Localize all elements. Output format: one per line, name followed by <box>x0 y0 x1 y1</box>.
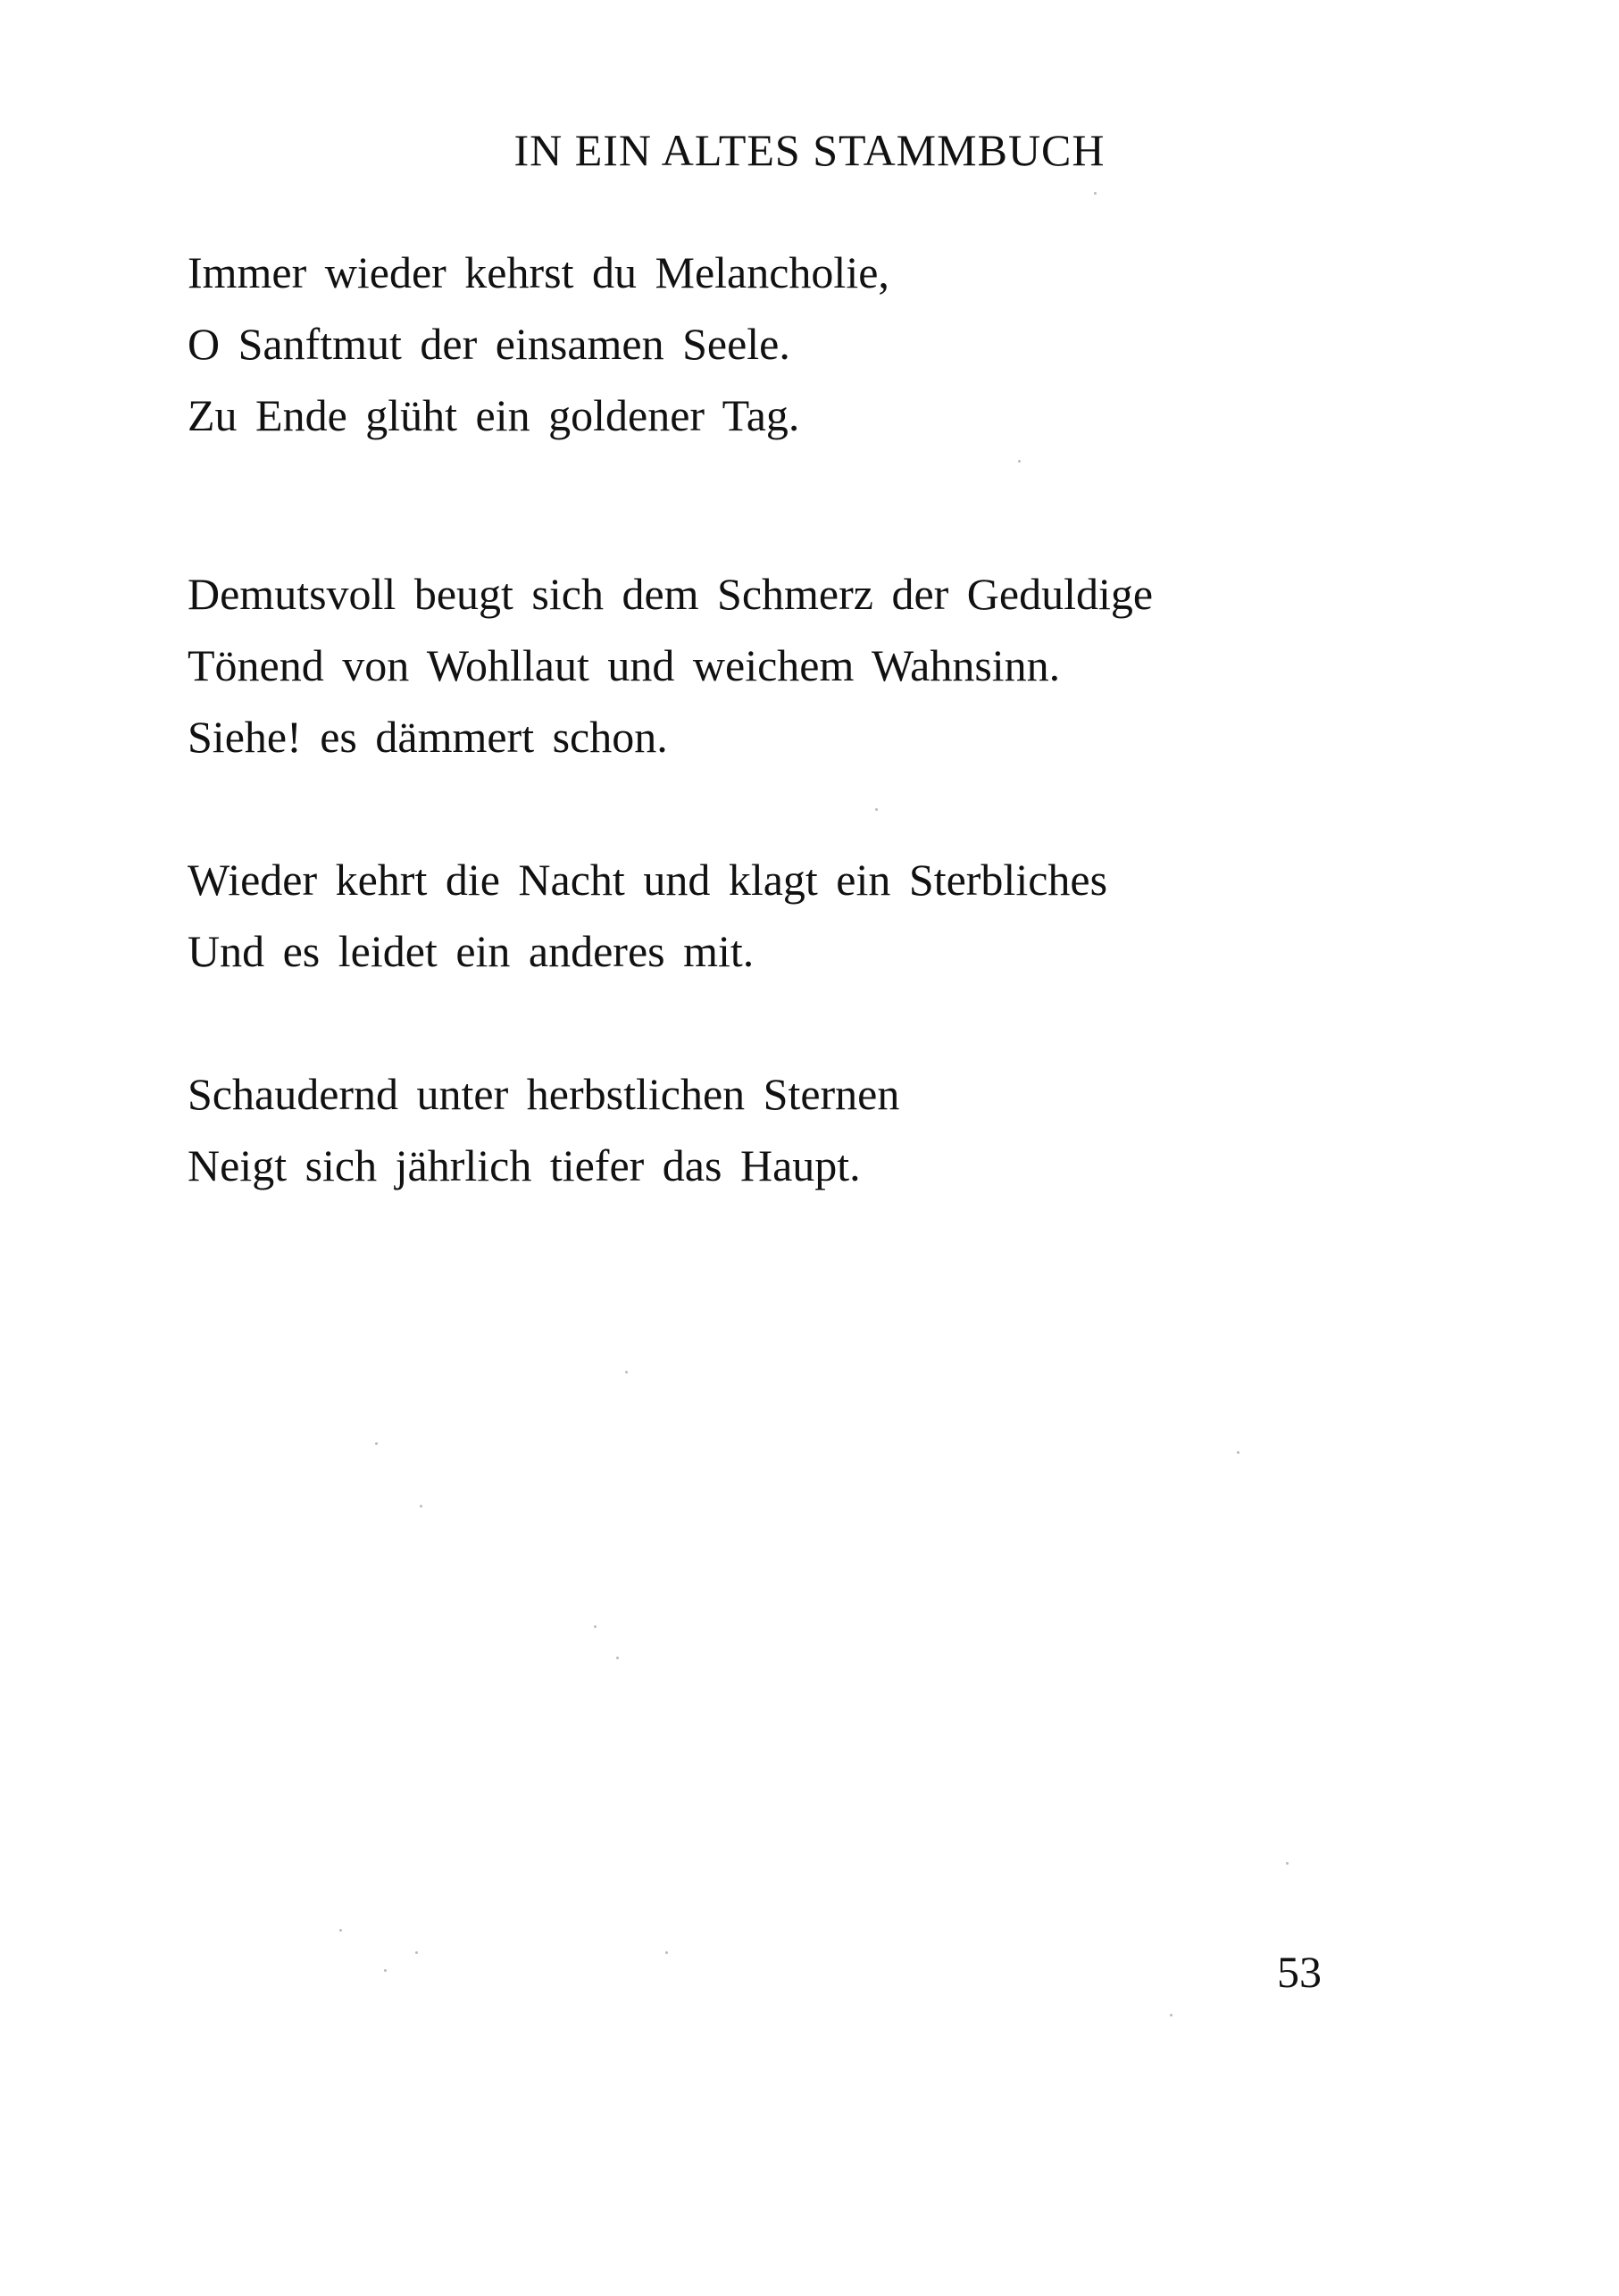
scan-speck <box>1286 1862 1289 1865</box>
scan-speck <box>1094 192 1097 195</box>
scan-speck <box>665 1951 668 1954</box>
scan-speck <box>625 1371 628 1373</box>
scan-speck <box>1018 460 1021 463</box>
verse-line: Zu Ende glüht ein goldener Tag. <box>188 390 800 440</box>
scan-speck <box>1237 1451 1239 1454</box>
scan-speck <box>339 1929 342 1932</box>
verse-line: O Sanftmut der einsamen Seele. <box>188 319 790 369</box>
stanza-2 <box>188 558 1153 772</box>
stanza-3 <box>188 844 1107 987</box>
poem-title: IN EIN ALTES STAMMBUCH <box>513 125 1106 175</box>
stanza-1 <box>188 237 889 451</box>
verse-line: Wieder kehrt die Nacht und klagt ein Sterbliches <box>188 855 1108 905</box>
scan-speck <box>875 808 878 811</box>
scan-speck <box>420 1505 422 1507</box>
verse-line: Immer wieder kehrst du Melancholie, <box>188 247 889 297</box>
scan-speck <box>415 1951 418 1954</box>
verse-line: Siehe! es dämmert schon. <box>188 712 668 762</box>
scan-speck <box>594 1625 597 1628</box>
verse-line: Schaudernd unter herbstlichen Sternen <box>188 1069 900 1119</box>
stanza-4 <box>188 1058 899 1201</box>
scan-speck <box>1170 2014 1173 2016</box>
scan-speck <box>616 1657 619 1659</box>
verse-line: Und es leidet ein anderes mit. <box>188 926 755 976</box>
scan-speck <box>375 1442 378 1445</box>
verse-line: Demutsvoll beugt sich dem Schmerz der Geduldige <box>188 569 1154 619</box>
scan-speck <box>384 1969 387 1972</box>
verse-line: Tönend von Wohllaut und weichem Wahnsinn. <box>188 640 1061 690</box>
verse-line: Neigt sich jährlich tiefer das Haupt. <box>188 1140 861 1190</box>
page-number: 53 <box>1277 1947 1322 1997</box>
